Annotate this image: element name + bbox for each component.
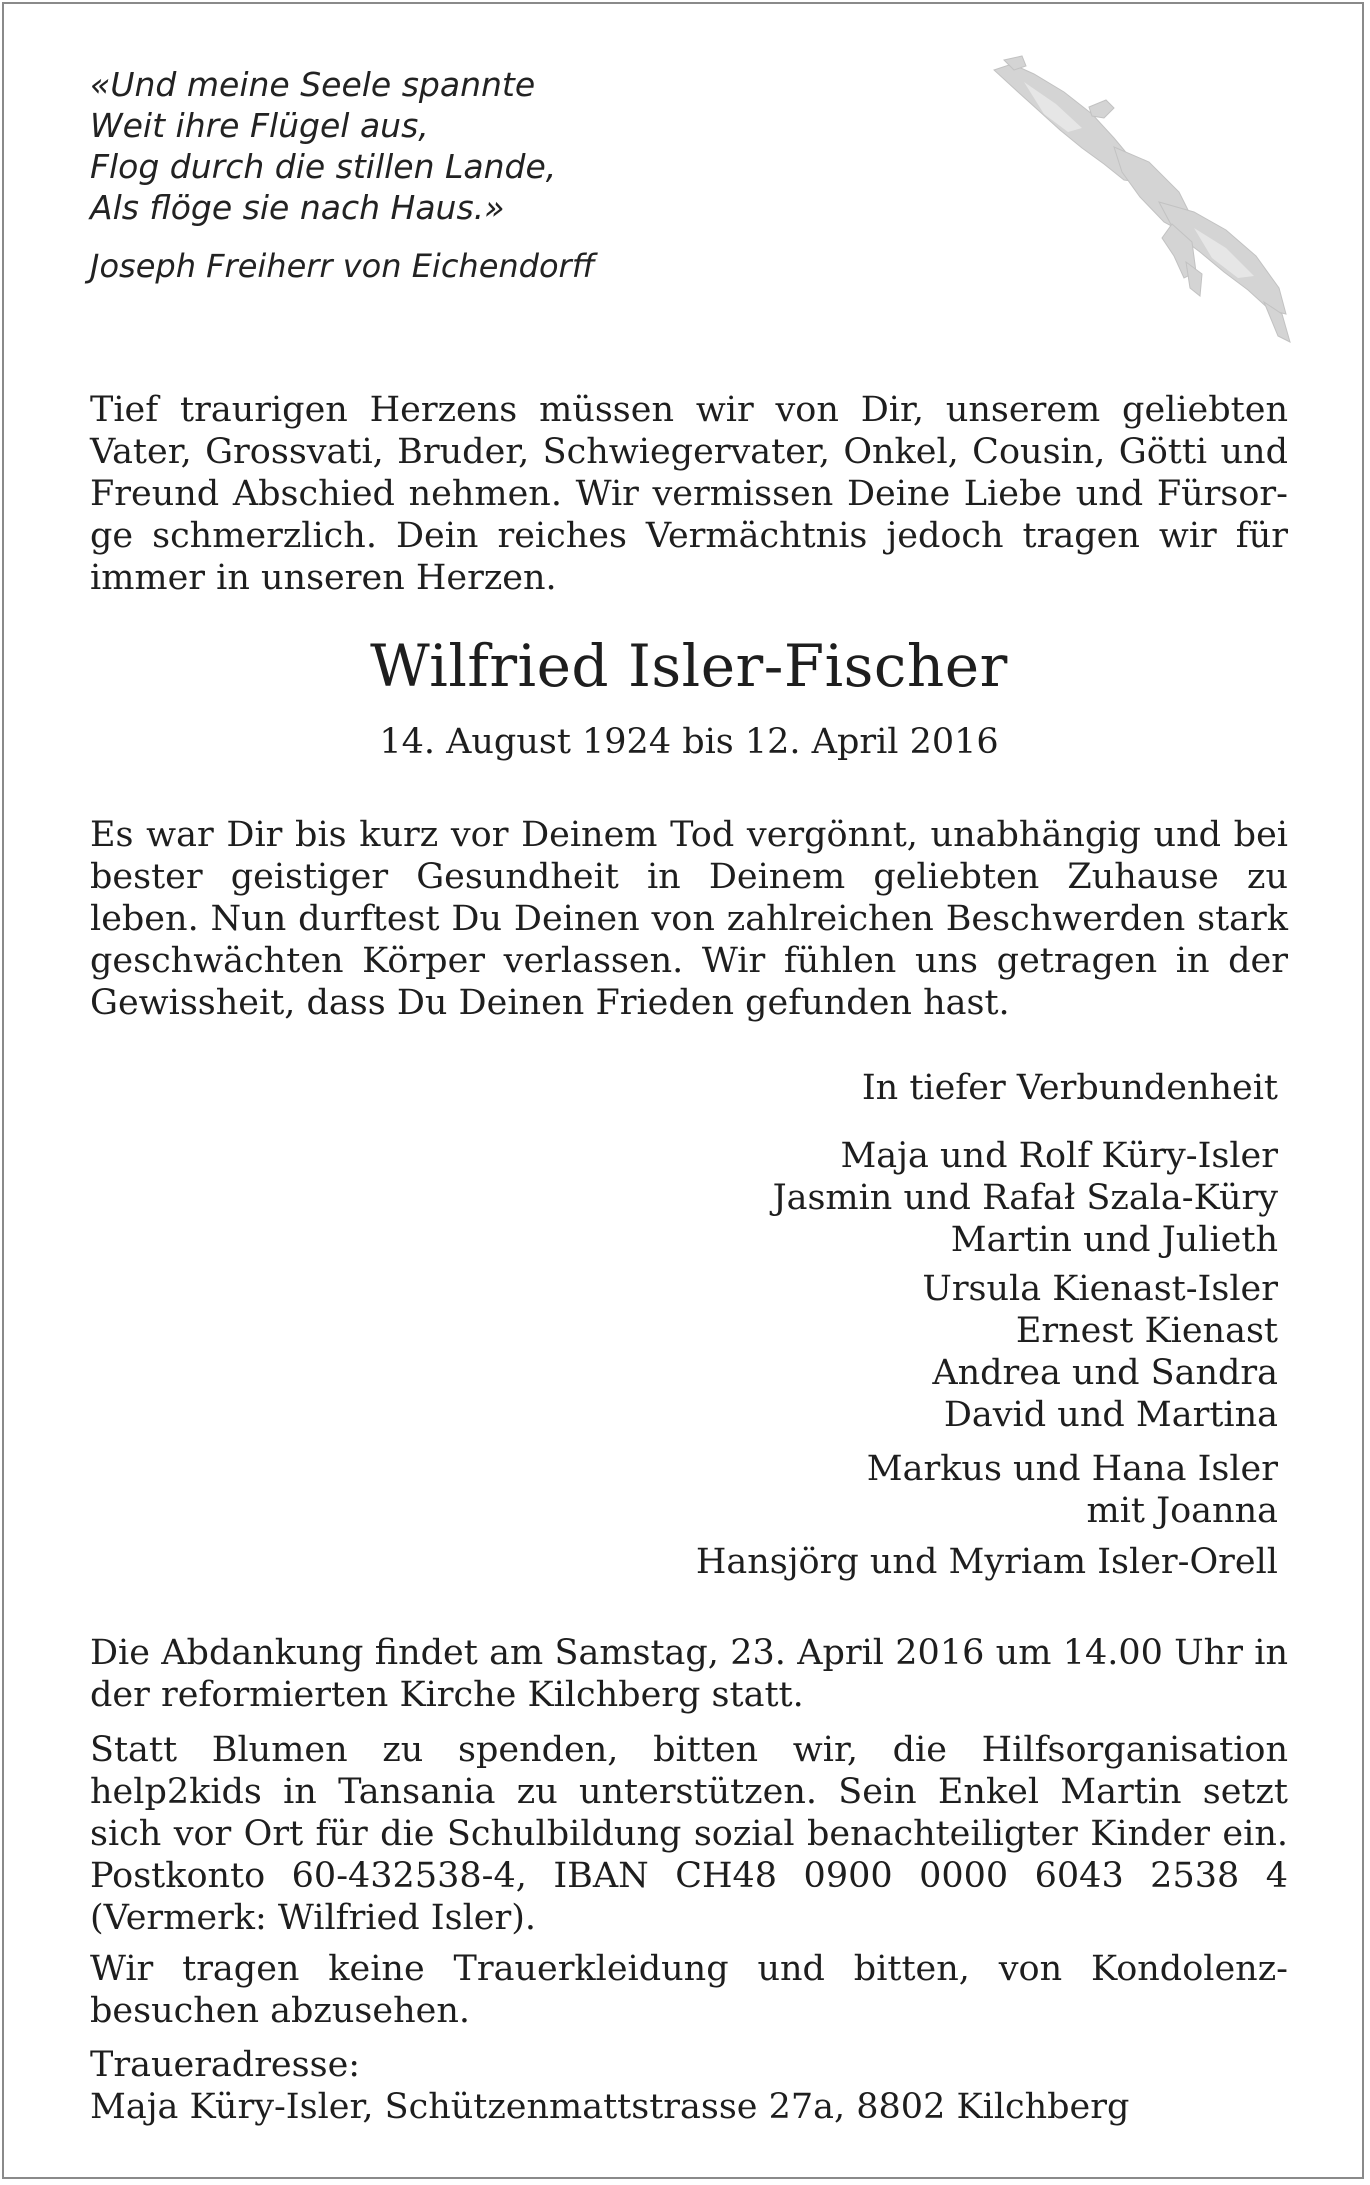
family-group (922, 1268, 1278, 1436)
family-member: Markus und Hana Isler (866, 1449, 1278, 1489)
poem-quote (90, 64, 790, 228)
intro-text: Tief traurigen Herzens müssen wir von Dir, unserem geliebten Vater, Grossvati, Bruder, Schwiegervater, Onkel, Cousin, Götti und Freund Abschied nehmen. Wir vermissen Deine Liebe und Fürsorge schmerzlich. Dein reiches Vermächtnis jedoch tragen wir für immer in unseren Herzen. (90, 390, 1288, 598)
poem-line: Weit ihre Flügel aus, (90, 106, 429, 145)
obituary-page (2, 2, 1364, 2179)
family-member: Jasmin und Rafał Szala-Küry (772, 1178, 1278, 1218)
family-member: Andrea und Sandra (932, 1353, 1278, 1393)
family-member: Maja und Rolf Küry-Isler (840, 1136, 1278, 1176)
family-group (773, 1135, 1278, 1261)
closing-text: In tiefer Verbundenheit (861, 1068, 1278, 1108)
address-label: Traueradresse: (90, 2045, 361, 2085)
family-member: mit Joanna (1086, 1491, 1278, 1531)
poem-line: Flog durch die stillen Lande, (90, 147, 557, 186)
closing-line (862, 1067, 1278, 1109)
poem-author: Joseph Freiherr von Eichendorff (90, 247, 595, 285)
poem-line: Als flöge sie nach Haus.» (90, 188, 505, 227)
ceremony-text: Die Abdankung findet am Samstag, 23. April 2016 um 14.00 Uhr in der reformierten Kirche Kilchberg statt. (90, 1633, 1288, 1715)
family-member: Martin und Julieth (950, 1220, 1278, 1260)
family-group (867, 1448, 1278, 1532)
poem-line: «Und meine Seele spannte (90, 65, 536, 104)
donation-text: Statt Blumen zu spenden, bitten wir, die Hilfsorganisation help2kids in Tansania zu unterstützen. Sein Enkel Martin setzt sich vor Ort für die Schulbildung sozial benachteiligter Kinder ein. Postkonto 60-432538-4, IBAN CH48 0900 0000 6043 2538 4 (Vermerk: Wilfried Isler). (90, 1730, 1288, 1938)
mourning-text: Wir tragen keine Trauerkleidung und bitten, von Kondolenzbesuchen abzusehen. (90, 1949, 1288, 2031)
body-text: Es war Dir bis kurz vor Deinem Tod vergönnt, unabhängig und bei bester geistiger Gesundheit in Deinem geliebten Zuhause zu leben. Nun durftest Du Deinen von zahlreichen Beschwerden stark geschwächten Körper verlassen. Wir fühlen uns getragen in der Gewissheit, dass Du Deinen Frieden gefunden hast. (90, 815, 1288, 1023)
address-value: Maja Küry-Isler, Schützenmattstrasse 27a, 8802 Kilchberg (90, 2087, 1130, 2127)
family-member: Ernest Kienast (1015, 1311, 1278, 1351)
deceased-name: Wilfried Isler-Fischer (370, 632, 1008, 700)
bird-icon (964, 52, 1314, 372)
family-group (696, 1541, 1278, 1583)
family-member: Ursula Kienast-Isler (922, 1269, 1278, 1309)
life-dates: 14. August 1924 bis 12. April 2016 (379, 722, 999, 762)
family-member: David und Martina (943, 1395, 1278, 1435)
family-member: Hansjörg und Myriam Isler-Orell (695, 1542, 1278, 1582)
